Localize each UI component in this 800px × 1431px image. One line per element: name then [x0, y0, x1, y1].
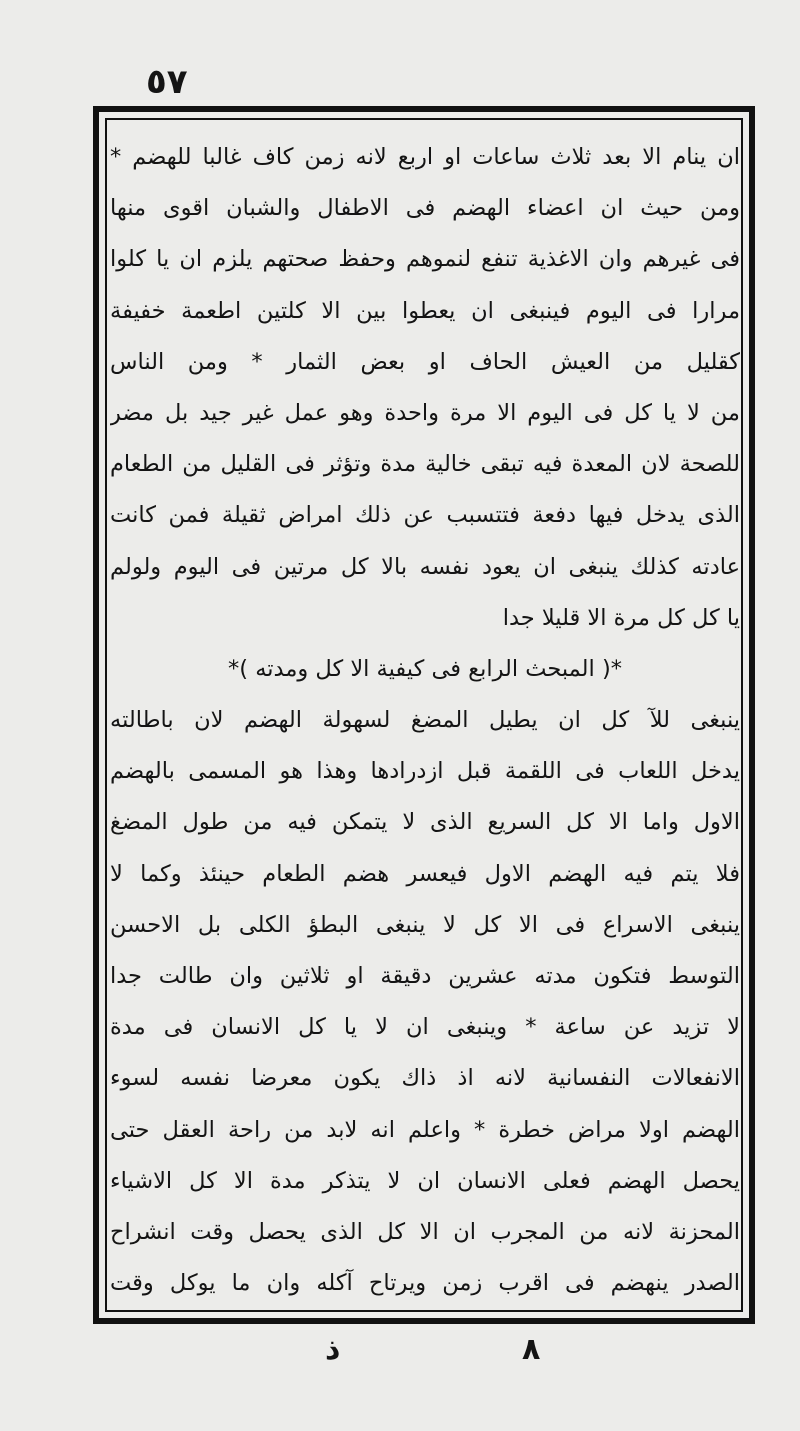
text-line: التوسط فتكون مدته عشرين دقيقة او ثلاثين وان طالت جدا [110, 963, 740, 989]
text-line: للصحة لان المعدة فيه تبقى خالية مدة وتؤثر فى القليل من الطعام [110, 451, 740, 478]
page-footer [0, 1332, 800, 1382]
text-line: ومن حيث ان اعضاء الهضم فى الاطفال والشبان اقوى منها [110, 195, 740, 222]
text-line: الاول واما الا كل السريع الذى لا يتمكن فيه من طول المضغ [110, 809, 740, 836]
section-heading: *( المبحث الرابع فى كيفية الا كل ومدته )* [228, 655, 622, 682]
text-line: يدخل اللعاب فى اللقمة قبل ازدرادها وهذا هو المسمى بالهضم [110, 758, 740, 785]
text-line: من لا يا كل فى اليوم الا مرة واحدة وهو عمل غير جيد بل مضر [110, 399, 740, 426]
text-line: مرارا فى اليوم فينبغى ان يعطوا بين الا كلتين اطعمة خفيفة [110, 297, 740, 324]
text-line: يا كل كل مرة الا قليلا جدا [502, 604, 740, 631]
text-line: فلا يتم فيه الهضم الاول فيعسر هضم الطعام حينئذ وكما لا [110, 860, 740, 887]
text-line: كقليل من العيش الحاف او بعض الثمار * ومن الناس [110, 348, 740, 375]
text-line: ينبغى الاسراع فى الا كل لا ينبغى البطؤ الكلى بل الاحسن [110, 911, 740, 938]
text-line: فى غيرهم وان الاغذية تنفع لنموهم وحفظ صحتهم يلزم ان يا كلوا [110, 246, 740, 273]
catchword: ذ [325, 1332, 341, 1367]
body-text [110, 132, 740, 1310]
text-line: ان ينام الا بعد ثلاث ساعات او اربع لانه زمن كاف غالبا للهضم * [110, 144, 740, 170]
text-line: الهضم اولا مراض خطرة * واعلم انه لابد من راحة العقل حتى [110, 1116, 740, 1143]
text-line: يحصل الهضم فعلى الانسان ان لا يتذكر مدة الا كل الاشياء [110, 1167, 740, 1194]
text-line: عادته كذلك ينبغى ان يعود نفسه بالا كل مرتين فى اليوم ولولم [110, 553, 740, 580]
text-line: ينبغى للآ كل ان يطيل المضغ لسهولة الهضم لان باطالته [110, 707, 740, 734]
text-line: الانفعالات النفسانية لانه اذ ذاك يكون معرضا نفسه لسوء [110, 1065, 740, 1092]
text-line: المحزنة لانه من المجرب ان الا كل الذى يحصل وقت انشراح [110, 1218, 740, 1245]
signature-mark: ٨ [522, 1332, 541, 1367]
page-number: ٥٧ [146, 62, 188, 102]
text-line: الصدر ينهضم فى اقرب زمن ويرتاح آكله وان ما يوكل وقت [110, 1270, 740, 1297]
text-line: لا تزيد عن ساعة * وينبغى ان لا يا كل الانسان فى مدة [110, 1014, 740, 1041]
text-line: الذى يدخل فيها دفعة فتتسبب عن ذلك امراض ثقيلة فمن كانت [110, 502, 740, 529]
